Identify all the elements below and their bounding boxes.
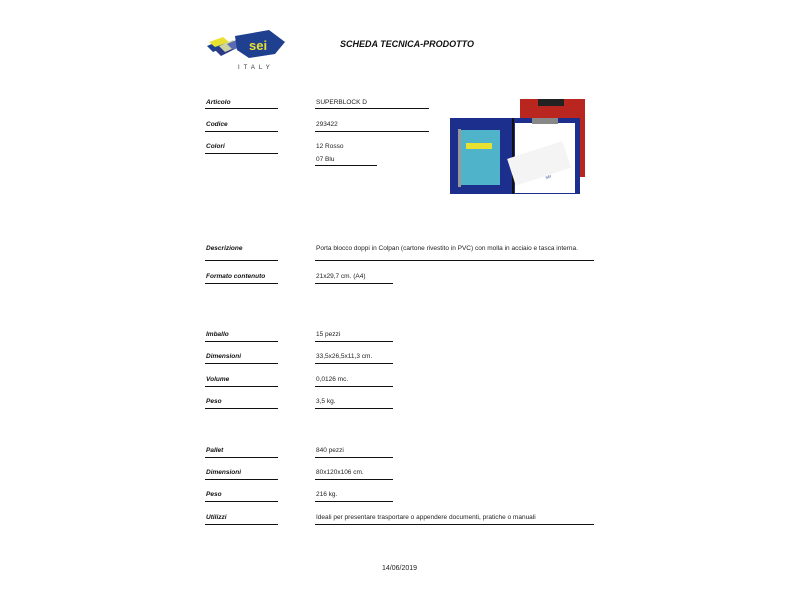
label-underline <box>205 408 278 409</box>
value-underline <box>315 479 393 480</box>
label-underline <box>205 260 278 261</box>
value-underline <box>315 386 393 387</box>
value-imballo: 15 pezzi <box>316 331 341 338</box>
label-articolo: Articolo <box>206 99 231 106</box>
label-underline <box>205 131 278 132</box>
label-underline <box>205 386 278 387</box>
label-underline <box>205 153 278 154</box>
value-underline <box>315 260 594 261</box>
value-underline <box>315 165 377 166</box>
value-underline <box>315 131 429 132</box>
value-underline <box>315 341 393 342</box>
label-underline <box>205 108 278 109</box>
value-underline <box>315 283 393 284</box>
value-articolo: SUPERBLOCK D <box>316 99 367 106</box>
label-pallet: Pallet <box>206 447 224 454</box>
value-dimensioni-imballo: 33,5x26,5x11,3 cm. <box>316 353 373 360</box>
value-descrizione: Porta blocco doppi in Colpan (cartone rivestito in PVC) con molla in acciaio e tasca interna. <box>316 245 578 252</box>
page-title: SCHEDA TECNICA-PRODOTTO <box>340 39 475 49</box>
label-underline <box>205 341 278 342</box>
brand-sub: ITALY <box>238 65 274 71</box>
value-peso-imballo: 3,5 kg. <box>316 398 336 405</box>
value-underline <box>315 363 393 364</box>
label-underline <box>205 457 278 458</box>
label-dimensioni-imballo: Dimensioni <box>206 353 242 360</box>
label-underline <box>205 501 278 502</box>
value-utilizzi: Ideali per presentare trasportare o appendere documenti, pratiche o manuali <box>316 514 536 521</box>
value-colore-1: 12 Rosso <box>316 143 344 150</box>
value-codice: 293422 <box>316 121 338 128</box>
label-underline <box>205 363 278 364</box>
label-peso-imballo: Peso <box>206 398 222 405</box>
label-descrizione: Descrizione <box>206 245 243 252</box>
value-underline <box>315 524 594 525</box>
value-peso-pallet: 216 kg. <box>316 491 338 498</box>
label-formato: Formato contenuto <box>206 273 266 280</box>
label-utilizzi: Utilizzi <box>206 514 227 521</box>
label-volume: Volume <box>206 376 230 383</box>
label-underline <box>205 479 278 480</box>
svg-text:SEI: SEI <box>545 174 552 180</box>
value-dimensioni-pallet: 80x120x106 cm. <box>316 469 364 476</box>
value-underline <box>315 457 393 458</box>
label-imballo: Imballo <box>206 331 229 338</box>
value-underline <box>315 408 393 409</box>
label-underline <box>205 524 278 525</box>
footer-date: 14/06/2019 <box>382 565 418 572</box>
label-peso-pallet: Peso <box>206 491 222 498</box>
label-codice: Codice <box>206 121 228 128</box>
product-photo <box>450 99 585 194</box>
value-underline <box>315 501 393 502</box>
value-formato: 21x29,7 cm. (A4) <box>316 273 366 280</box>
value-colore-2: 07 Blu <box>316 156 335 163</box>
value-volume: 0,0126 mc. <box>316 376 349 383</box>
label-underline <box>205 283 278 284</box>
brand-text: sei <box>249 38 268 53</box>
label-colori: Colori <box>206 143 225 150</box>
label-dimensioni-pallet: Dimensioni <box>206 469 242 476</box>
value-underline <box>315 108 429 109</box>
value-pallet: 840 pezzi <box>316 447 344 454</box>
